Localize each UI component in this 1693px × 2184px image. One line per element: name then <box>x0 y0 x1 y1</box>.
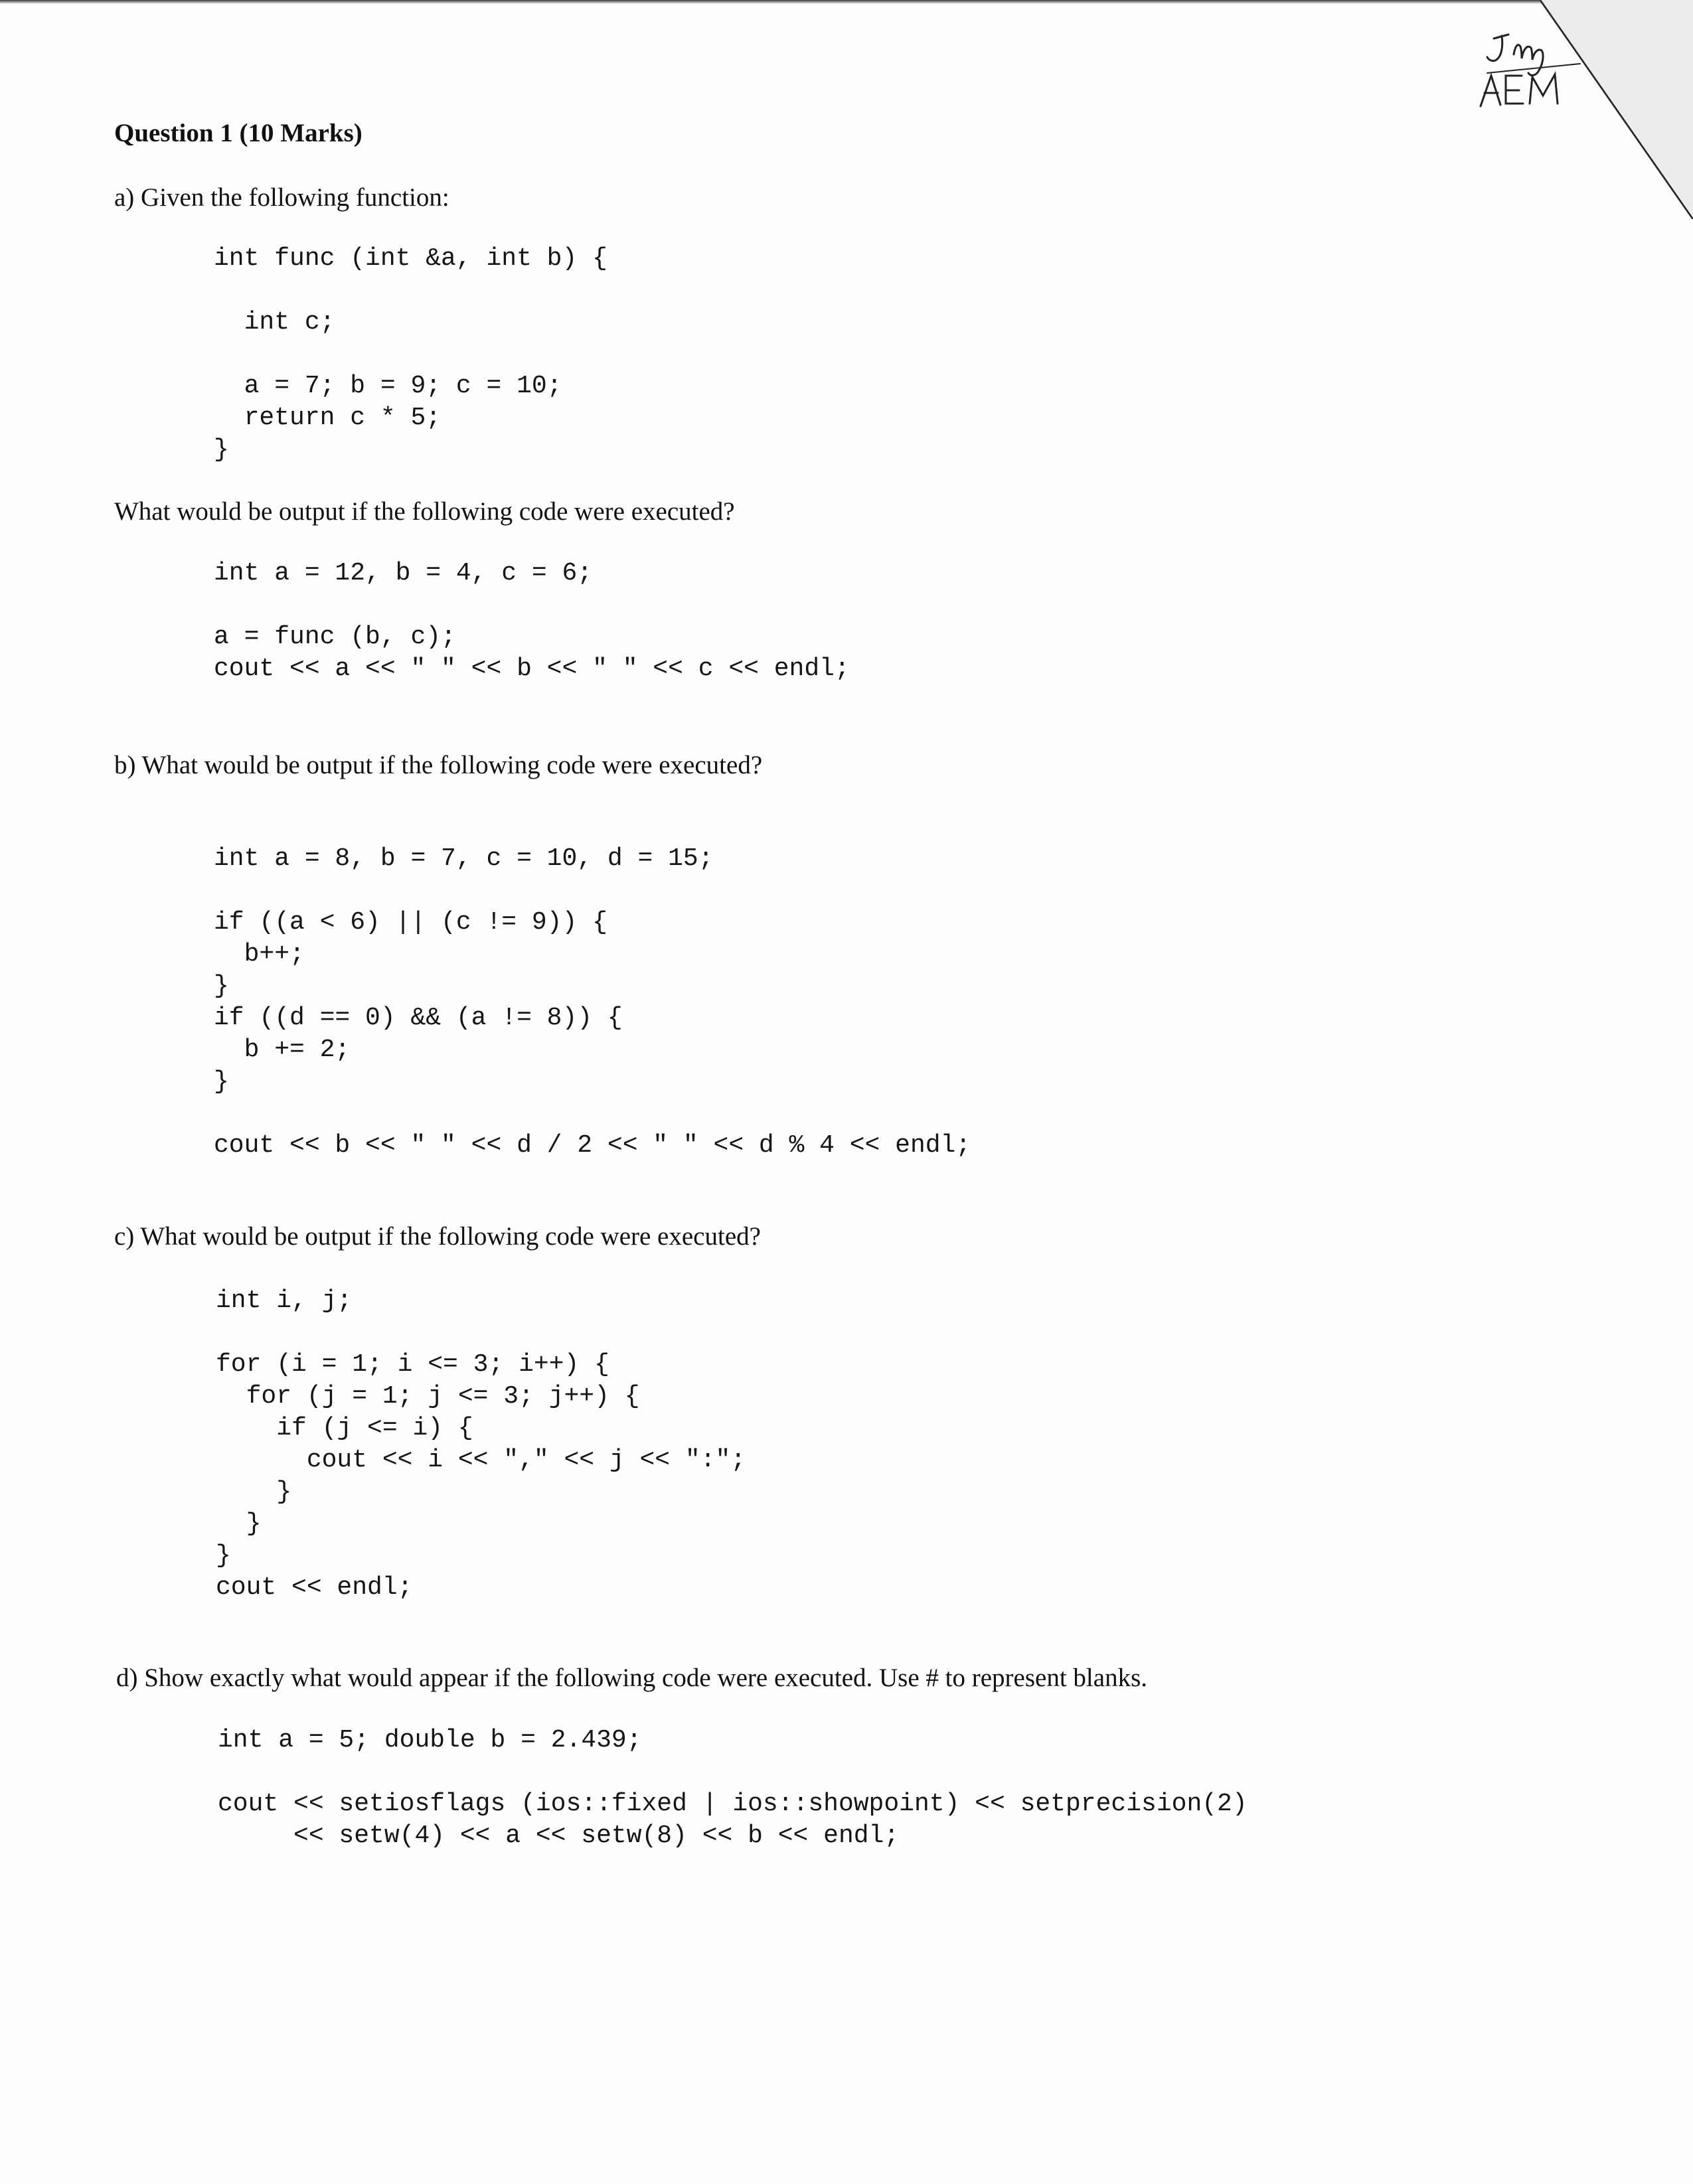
code-line <box>214 589 850 621</box>
code-line: if (j <= i) { <box>216 1414 473 1443</box>
part-d-prompt: d) Show exactly what would appear if the following code were executed. Use # to represent blanks. <box>116 1664 1147 1692</box>
code-line: int a = 12, b = 4, c = 6; <box>214 559 593 587</box>
code-line: int a = 8, b = 7, c = 10, d = 15; <box>214 844 714 873</box>
code-line: cout << setiosflags (ios::fixed | ios::showpoint) << setprecision(2) <box>218 1790 1248 1818</box>
code-line: } <box>216 1541 231 1570</box>
part-d-code <box>218 1725 1248 1852</box>
part-a-question: What would be output if the following code were executed? <box>114 497 735 526</box>
code-line <box>214 339 607 370</box>
part-a-function-code <box>214 243 607 466</box>
code-line: cout << b << " " << d / 2 << " " << d % 4 << endl; <box>214 1131 971 1160</box>
handwritten-initials <box>1467 27 1593 119</box>
part-a-prompt: a) Given the following function: <box>114 183 449 212</box>
code-line: a = func (b, c); <box>214 623 456 651</box>
part-a-call-code <box>214 558 850 685</box>
code-line <box>214 275 607 307</box>
code-line: << setw(4) << a << setw(8) << b << endl; <box>218 1822 900 1850</box>
part-c-prompt: c) What would be output if the following code were executed? <box>114 1222 761 1251</box>
question-title: Question 1 (10 Marks) <box>114 119 363 147</box>
code-line: } <box>216 1478 292 1506</box>
code-line: int func (int &a, int b) { <box>214 244 607 273</box>
code-line: cout << i << "," << j << ":"; <box>216 1446 746 1474</box>
code-line: return c * 5; <box>214 404 442 432</box>
code-line: } <box>214 435 229 464</box>
code-line: } <box>214 1067 229 1096</box>
code-line: b++; <box>214 940 305 969</box>
code-line: for (i = 1; i <= 3; i++) { <box>216 1350 609 1379</box>
part-c-code <box>216 1285 746 1604</box>
code-line: if ((d == 0) && (a != 8)) { <box>214 1004 623 1032</box>
code-line <box>214 875 971 907</box>
code-line: a = 7; b = 9; c = 10; <box>214 372 562 400</box>
code-line: if ((a < 6) || (c != 9)) { <box>214 908 607 937</box>
part-b-code <box>214 843 971 1162</box>
code-line: cout << endl; <box>216 1573 413 1602</box>
code-line: for (j = 1; j <= 3; j++) { <box>216 1382 640 1411</box>
code-line: int i, j; <box>216 1287 353 1315</box>
code-line: cout << a << " " << b << " " << c << endl; <box>214 655 850 683</box>
code-line: } <box>214 972 229 1000</box>
code-line: int a = 5; double b = 2.439; <box>218 1726 642 1755</box>
code-line <box>214 1098 971 1130</box>
code-line: int c; <box>214 308 335 337</box>
part-b-prompt: b) What would be output if the following code were executed? <box>114 751 763 779</box>
code-line: b += 2; <box>214 1036 351 1064</box>
scan-top-edge <box>0 0 1593 4</box>
code-line <box>216 1317 746 1349</box>
code-line: } <box>216 1510 262 1538</box>
code-line <box>218 1756 1248 1788</box>
